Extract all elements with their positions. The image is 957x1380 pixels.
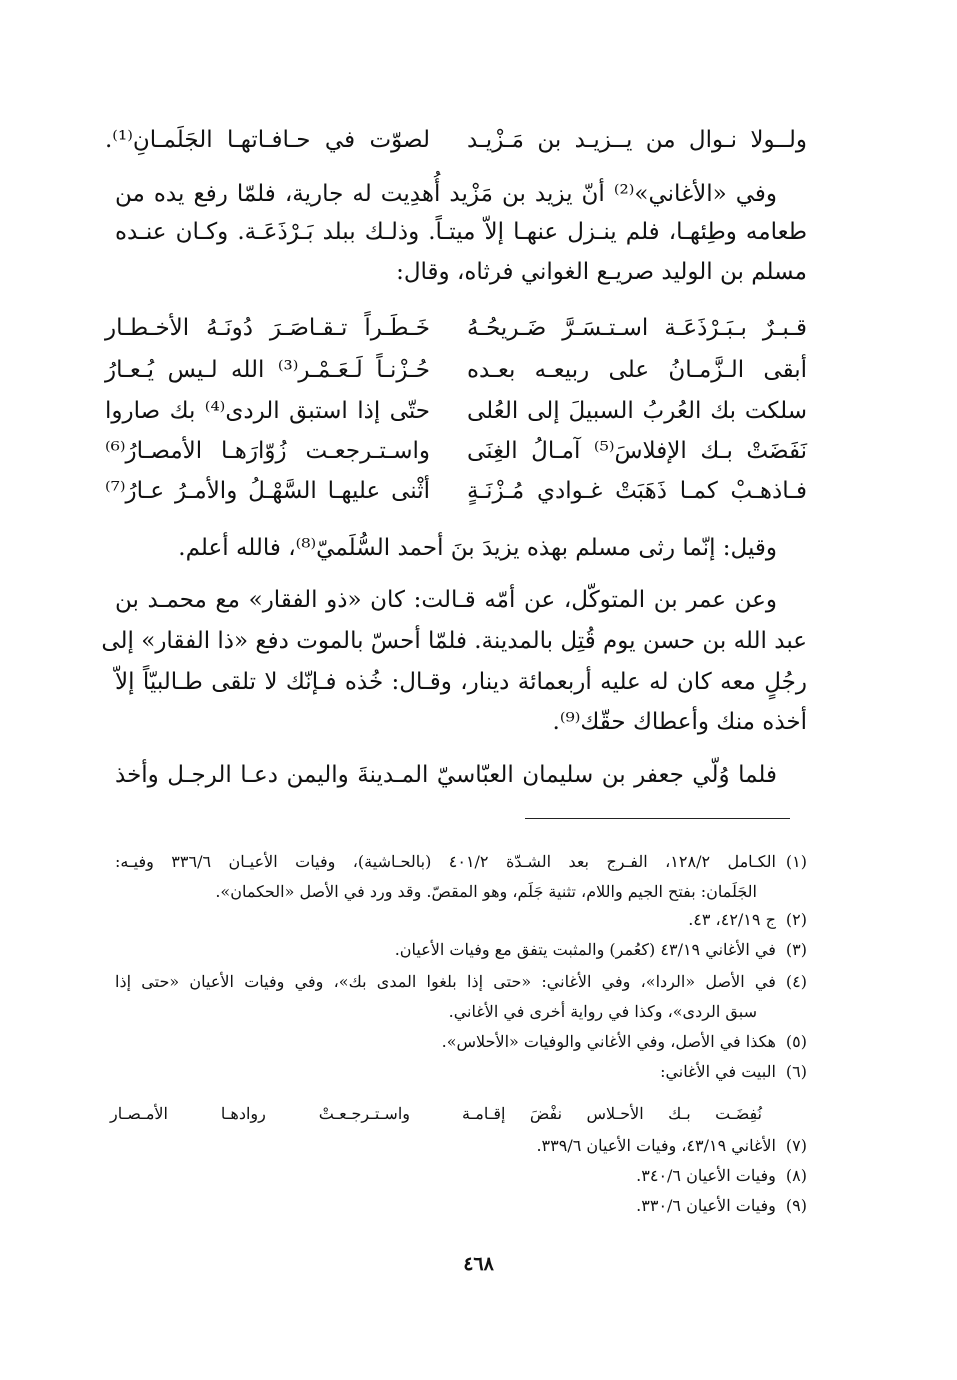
footnote-number: (٥) <box>785 1032 807 1051</box>
footnote-text: البيت في الأغاني: <box>660 1062 776 1081</box>
verse-hemistich-left: واسـتـرجعـت زُوّارَهـا الأمصـارُ⁽⁶⁾ <box>105 438 430 464</box>
verse-hemistich-left: خَـطَـراً تـقـاصَـرَ دُونَـهُ الأخـطـار <box>105 315 430 341</box>
footnote-number: (٦) <box>785 1062 807 1081</box>
verse-hemistich-right: ولــولا نـوال من يــزيـد بن مَـزْيـد <box>467 127 807 153</box>
footnote-number: (٩) <box>785 1196 807 1215</box>
paragraph-line: طعامه وطِئهـا، فلم ينـزل عنهـا إلاّ ميتـاً. وذلـك ببلد بَـرْذَعَـة. وكـان عنـده <box>115 219 807 245</box>
footnote-text: في الأصل «الردا»، وفي الأغاني: «حتى إذا بلغوا المدى بك»، وفي وفيات الأعيان «حتى إذا <box>115 972 776 991</box>
paragraph-line: وعن عمر بن المتوكّل، عن أمّه قـالت: كان «ذو الفقار» مع محمـد بن <box>115 587 777 613</box>
footnote-text: وفيات الأعيان ٣٣٠/٦. <box>636 1196 776 1215</box>
footnote-6 <box>115 1058 807 1086</box>
footnote-8 <box>115 1162 807 1190</box>
footnote-9 <box>115 1192 807 1220</box>
paragraph-line: فلما وُلّي جعفر بن سليمان العبّاسيّ المـدينةَ واليمن دعـا الرجـل وأخذ <box>115 762 777 788</box>
footnote-7 <box>115 1132 807 1160</box>
footnote-4-continuation: سبق الردى»، وكذا في رواية أخرى في الأغاني. <box>448 1002 757 1021</box>
footnote-number: (٢) <box>785 910 807 929</box>
footnote-text: هكذا في الأصل، وفي الأغاني والوفيات «الأحلاس». <box>441 1032 776 1051</box>
paragraph-line: وفي «الأغاني»⁽²⁾ أنّ يزيد بن مَزْيد أُهدِيت له جارية، فلمّا رفع يده من <box>115 181 778 207</box>
footnote-verse-right: نُفِضَـت بـك الأحـلاس نفْضَ إقـامـة <box>462 1104 762 1123</box>
footnote-5 <box>115 1028 807 1056</box>
verse-hemistich-left: لصوّت في حـافـاتهـا الجَلَمـانِ⁽¹⁾. <box>105 127 430 153</box>
footnote-text: الكـامل ١٢٨/٢، الفـرج بعد الشـدّة ٤٠١/٢ (بالحـاشية)، وفيات الأعيـان ٣٣٦/٦ وفيـه: <box>115 852 776 871</box>
verse-hemistich-right: أبقى الـزَّمـانُ على ربيعـه بعـده <box>467 357 807 383</box>
paragraph-line: أخذه منك وأعطاك حقّك⁽⁹⁾. <box>552 709 807 735</box>
footnote-number: (١) <box>785 852 807 871</box>
verse-hemistich-left: حتّى إذا استبق الردى⁽⁴⁾ بك صاروا <box>105 398 430 424</box>
page-number: ٤٦٨ <box>463 1253 494 1275</box>
paragraph-line: مسلم بن الوليد صريـع الغواني فرثاه، وقال: <box>396 259 807 285</box>
footnote-number: (٨) <box>785 1166 807 1185</box>
footnote-3 <box>115 936 807 964</box>
footnote-2 <box>115 906 807 934</box>
verse-hemistich-left: أثْنى عليهـا السَّهْـلُ والأمـرُ عـارُ⁽⁷⁾ <box>105 478 430 504</box>
footnote-1-continuation: الجَلَمان: بفتح الجيم واللام، تثنية جَلَم، وهو المقصّ. وقد ورد في الأصل «الحكمان». <box>215 882 757 901</box>
footnote-1 <box>115 848 807 876</box>
paragraph-line: وقيل: إنّما رثى مسلم بهذه يزيدَ بنَ أحمد السُّلَميّ⁽⁸⁾، فالله أعلم. <box>178 535 777 561</box>
footnote-number: (٧) <box>785 1136 807 1155</box>
footnote-verse-left: واسـتـرجـعـتْ رواده‍ـا الأمـصـار <box>110 1104 410 1123</box>
footnote-text: في الأغاني ٤٣/١٩ (كعُمر) والمثبت يتفق مع وفيات الأعيان. <box>394 940 776 959</box>
footnote-text: وفيات الأعيان ٣٤٠/٦. <box>636 1166 776 1185</box>
verse-hemistich-right: فـاذهـبْ كمـا ذَهَبَتْ غـوادي مُـزْنَـةٍ <box>467 478 807 504</box>
verse-hemistich-right: نَفَضَتْ بـك الإفلاسَ⁽⁵⁾ آمـالُ الغِنَى <box>467 438 807 464</box>
verse-hemistich-left: حُـزْنـاً لَـعَـمْـر⁽³⁾ الله لـيس يُـعـارُ <box>105 357 430 383</box>
footnote-text: الأغاني ٤٣/١٩، وفيات الأعيان ٣٣٩/٦. <box>536 1136 776 1155</box>
verse-hemistich-right: سلكت بك العُربُ السبيلَ إلى العُلى <box>467 398 807 424</box>
paragraph-line: رجُلٍ معه كان له عليه أربعمائة دينار، وقـال: خُذه فـإنّك لا تلقى طـالبيّاً إلاّ <box>115 669 807 695</box>
verse-hemistich-right: قـبـرٌ بـبَـرْذَعَـة اسـتـسَـرَّ ضَـريحُـهُ <box>467 315 807 341</box>
paragraph-line: عبد الله بن حسن يوم قُتِل بالمدينة. فلمّا أحسّ بالموت دفع «ذا الفقار» إلى <box>101 628 807 654</box>
footnote-separator <box>525 818 790 819</box>
footnote-4 <box>115 968 807 996</box>
footnote-text: ج ٤٢/١٩، ٤٣. <box>688 910 776 929</box>
footnote-number: (٤) <box>785 972 807 991</box>
footnote-number: (٣) <box>785 940 807 959</box>
